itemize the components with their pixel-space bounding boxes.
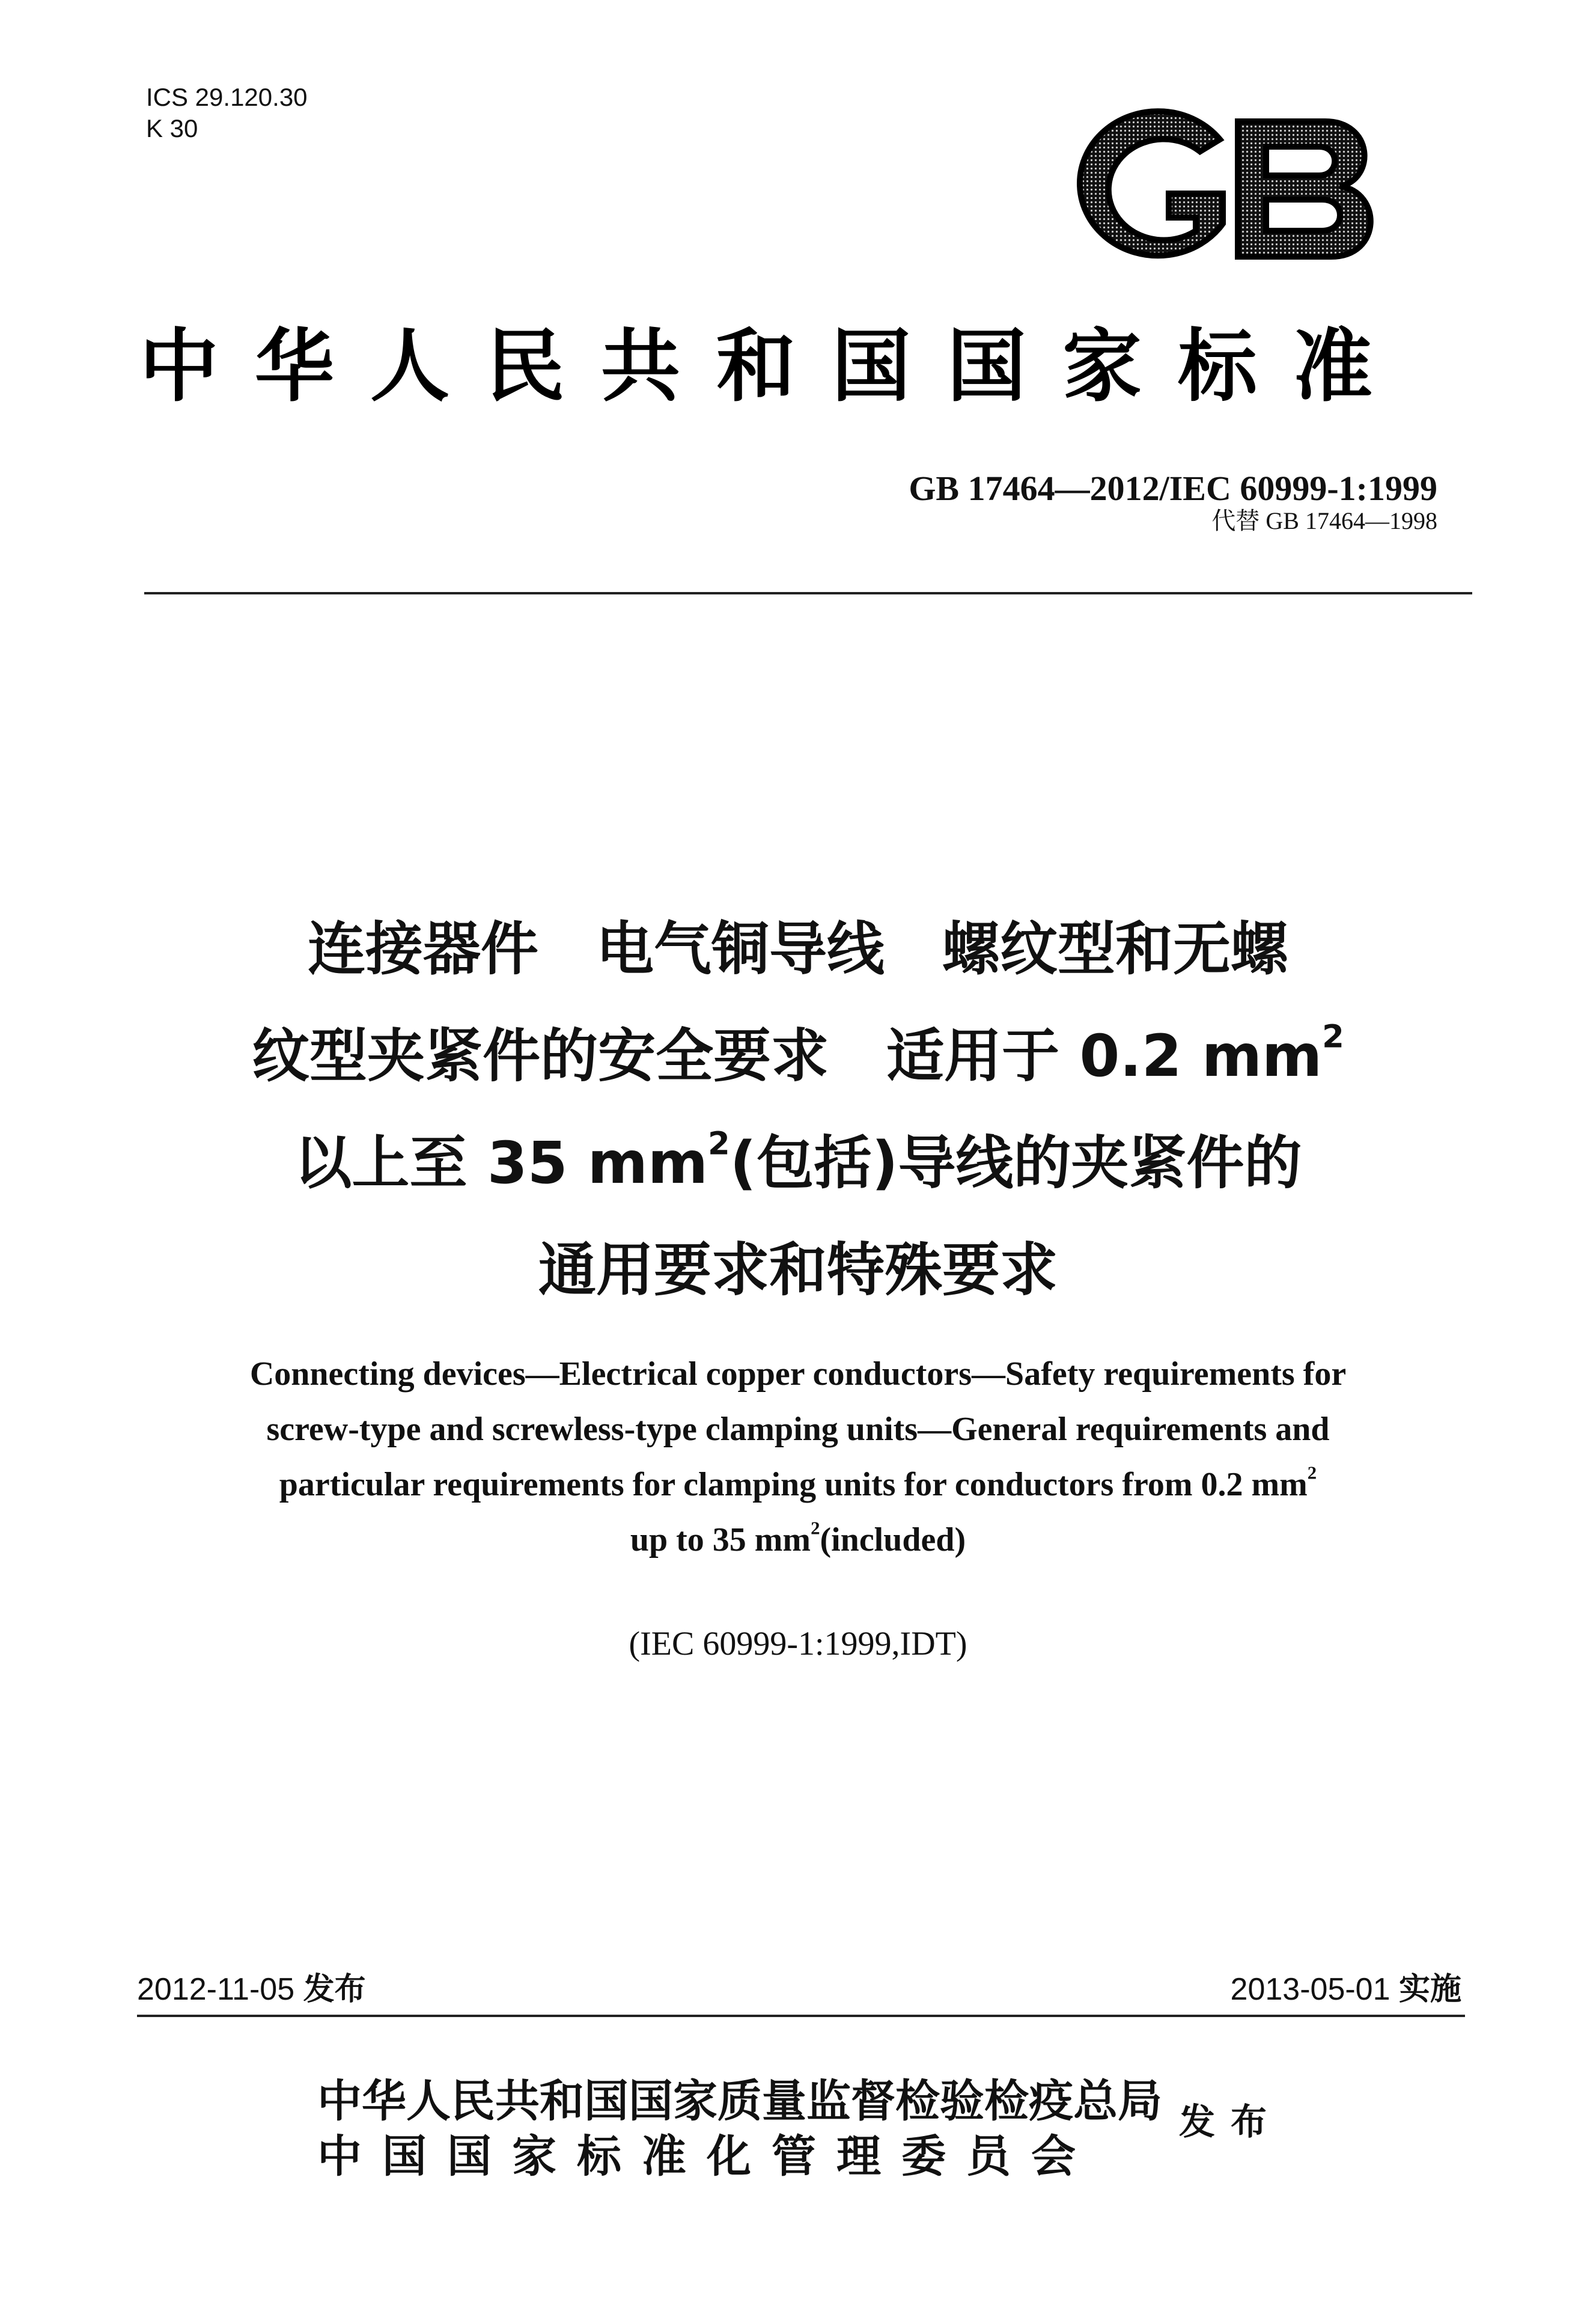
implementation-date: 2013-05-01 实施 xyxy=(1230,1971,1461,2007)
en-title-line-2: screw-type and screwless-type clamping units—General requirements and xyxy=(266,1411,1330,1448)
en-title-line-3: particular requirements for clamping units for conductors from 0.2 $mm^2$ xyxy=(279,1462,1317,1503)
ccs-code: K 30 xyxy=(146,114,198,142)
en-title-line-1: Connecting devices—Electrical copper conductors—Safety requirements for xyxy=(249,1355,1347,1393)
standard-category-title: 中华人民共和国国家标准 xyxy=(139,320,1409,413)
chinese-title xyxy=(108,896,1488,1323)
cn-title-line-1: 连接器件 电气铜导线 螺纹型和无螺 xyxy=(308,915,1288,983)
issue-date: 2012-11-05 发布 xyxy=(137,1971,366,2007)
footer-divider xyxy=(137,2015,1465,2017)
en-title-line-4: up to 35 $mm^2(included)$ xyxy=(630,1518,966,1558)
cn-title-line-4: 通用要求和特殊要求 xyxy=(538,1236,1058,1304)
replaces-note: 代替 GB 17464—1998 xyxy=(1211,507,1437,534)
publish-label: 发布 xyxy=(1179,2101,1282,2143)
cn-title-line-2: 纹型夹紧件的安全要求 适用于 0.2 $mm^2$ xyxy=(252,1018,1344,1090)
standard-number: GB 17464—2012/IEC 60999-1:1999 xyxy=(909,469,1437,508)
gb-logo xyxy=(1073,103,1385,274)
classification-codes xyxy=(146,82,308,144)
header-divider xyxy=(144,592,1472,594)
english-title xyxy=(156,1346,1440,1567)
equivalence-note: (IEC 60999-1:1999,IDT) xyxy=(629,1625,967,1662)
issuer-sac: 中国国家标准化管理委员会 xyxy=(317,2131,1096,2182)
cn-title-line-3: 以上至 35 $mm^2$(包括)导线的夹紧件的 xyxy=(294,1125,1302,1197)
ics-code: ICS 29.120.30 xyxy=(146,83,308,111)
issuer-aqsiq: 中华人民共和国国家质量监督检验检疫总局 xyxy=(317,2075,1162,2127)
issuing-authorities xyxy=(317,2074,1162,2184)
